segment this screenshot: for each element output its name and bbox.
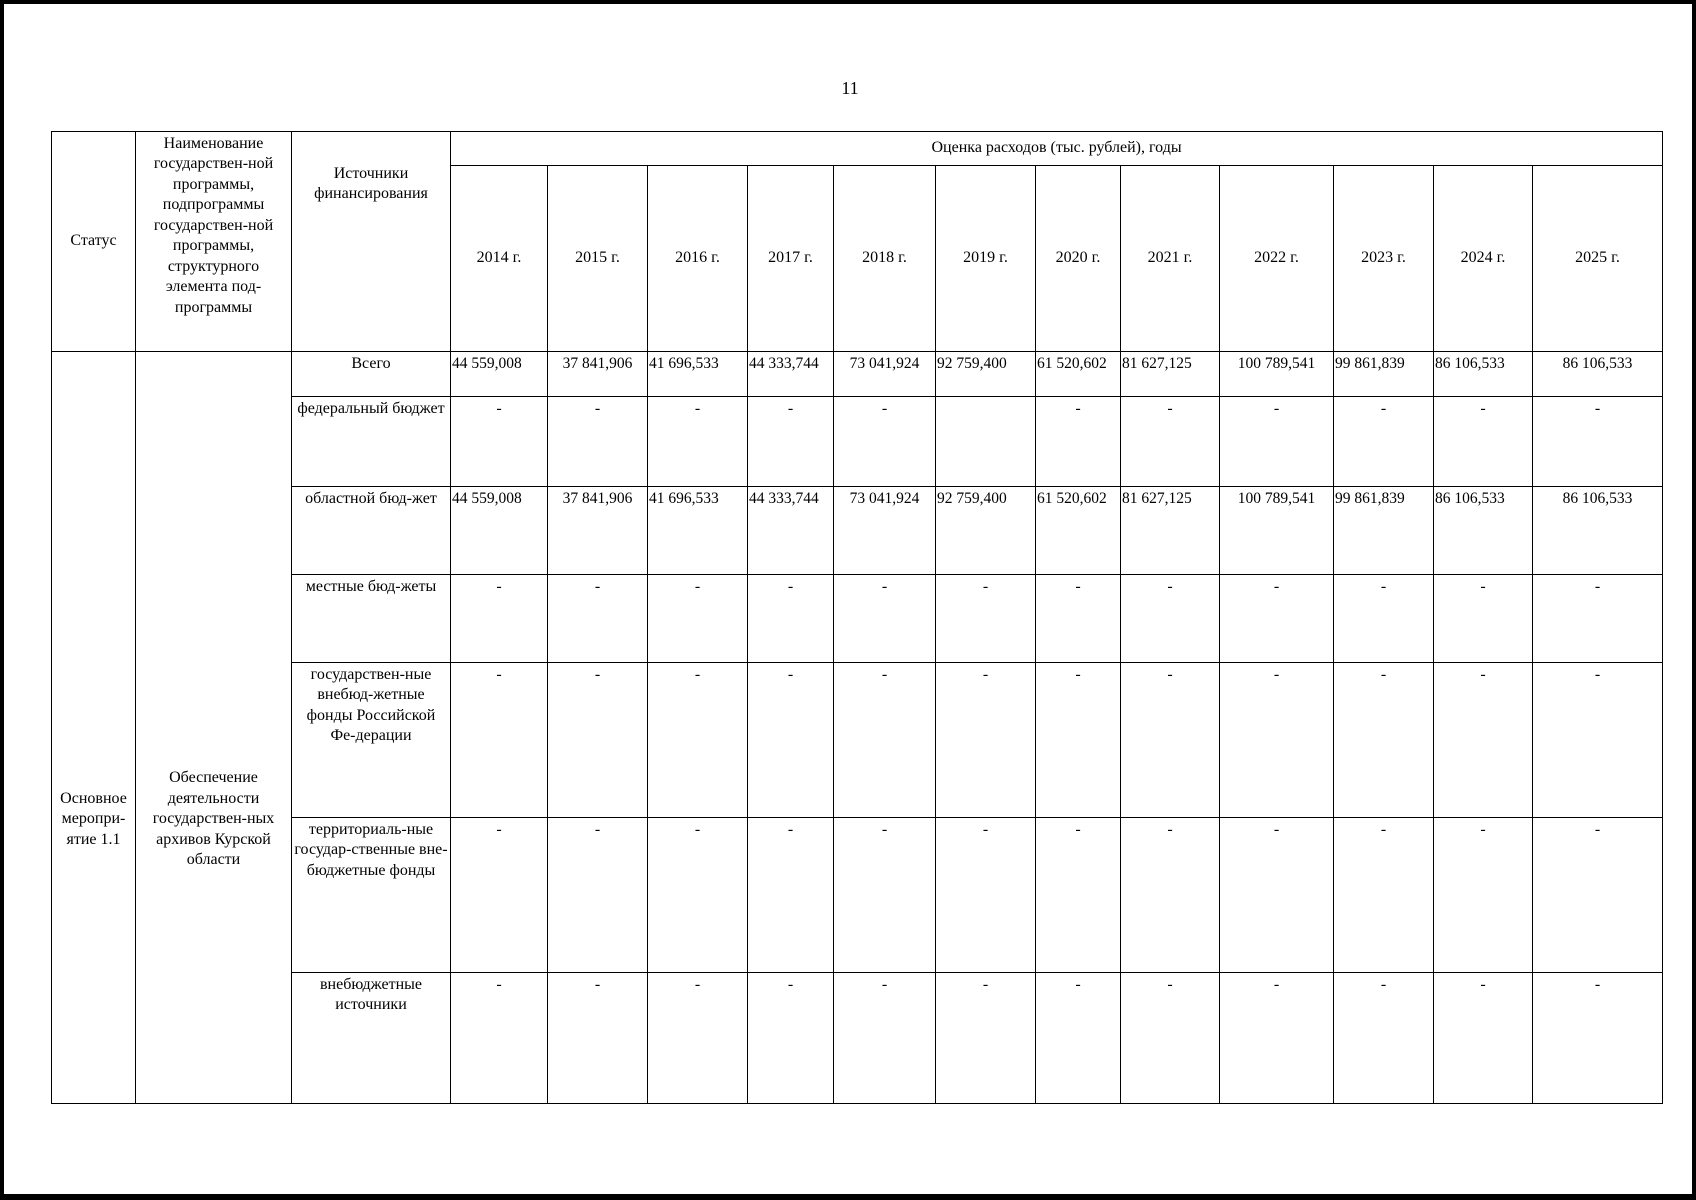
- expense-cell: 99 861,839: [1334, 487, 1434, 575]
- expense-cell-empty: -: [936, 663, 1036, 818]
- expense-cell-empty: -: [936, 973, 1036, 1104]
- expense-cell-empty: -: [1220, 397, 1334, 487]
- header-year: 2019 г.: [936, 166, 1036, 352]
- expense-cell-empty: -: [1036, 397, 1121, 487]
- expense-cell-empty: -: [1334, 818, 1434, 973]
- expense-cell-empty: -: [748, 397, 834, 487]
- expense-cell-empty: -: [1434, 973, 1533, 1104]
- header-year: 2021 г.: [1121, 166, 1220, 352]
- funding-source-label: федеральный бюджет: [292, 397, 451, 487]
- expense-cell-empty: -: [548, 818, 648, 973]
- expense-cell: 44 559,008: [451, 352, 548, 397]
- expense-cell-empty: -: [834, 575, 936, 663]
- expense-cell-empty: -: [451, 575, 548, 663]
- expense-cell-empty: -: [1220, 663, 1334, 818]
- expense-cell-empty: -: [451, 973, 548, 1104]
- table-row: [52, 818, 1663, 973]
- expense-cell: 61 520,602: [1036, 487, 1121, 575]
- expense-cell: 92 759,400: [936, 352, 1036, 397]
- expense-cell-empty: -: [451, 818, 548, 973]
- expense-cell-empty: -: [1036, 973, 1121, 1104]
- funding-source-label: внебюджетные источники: [292, 973, 451, 1104]
- expense-cell-empty: -: [548, 973, 648, 1104]
- expense-cell: 100 789,541: [1220, 487, 1334, 575]
- expense-cell-empty: -: [1121, 575, 1220, 663]
- page-number: 11: [841, 78, 859, 98]
- table-row: [52, 663, 1663, 818]
- header-year: 2018 г.: [834, 166, 936, 352]
- expense-cell-empty: -: [936, 575, 1036, 663]
- expense-cell: 44 333,744: [748, 487, 834, 575]
- expense-cell: 41 696,533: [648, 352, 748, 397]
- expense-cell: 100 789,541: [1220, 352, 1334, 397]
- expense-cell: 44 559,008: [451, 487, 548, 575]
- expense-cell-empty: -: [648, 973, 748, 1104]
- expense-cell-empty: -: [834, 818, 936, 973]
- header-year: 2016 г.: [648, 166, 748, 352]
- header-year: 2023 г.: [1334, 166, 1434, 352]
- expense-cell-empty: -: [1434, 663, 1533, 818]
- expense-cell-empty: -: [1220, 973, 1334, 1104]
- expense-cell-empty: -: [1434, 575, 1533, 663]
- expense-cell-empty: -: [1121, 973, 1220, 1104]
- table-row: [52, 487, 1663, 575]
- expense-cell-empty: [936, 397, 1036, 487]
- expense-cell-empty: -: [1533, 663, 1663, 818]
- expense-cell: 86 106,533: [1434, 487, 1533, 575]
- header-year: 2017 г.: [748, 166, 834, 352]
- expense-cell-empty: -: [1334, 575, 1434, 663]
- scan-border-left: [0, 0, 4, 1200]
- header-status: Статус: [52, 132, 136, 352]
- expense-cell-empty: -: [936, 818, 1036, 973]
- table-row: [52, 397, 1663, 487]
- expense-cell: 81 627,125: [1121, 487, 1220, 575]
- expense-cell-empty: -: [1036, 575, 1121, 663]
- budget-table: [51, 131, 1663, 1104]
- funding-source-label: государствен-ные внебюд-жетные фонды Российской Фе-дерации: [292, 663, 451, 818]
- header-sources: Источники финансирования: [292, 132, 451, 352]
- expense-cell-empty: -: [548, 397, 648, 487]
- expense-cell-empty: -: [834, 397, 936, 487]
- row-name: Обеспечение деятельности государствен-ных архивов Курской области: [136, 352, 292, 1104]
- header-year: 2025 г.: [1533, 166, 1663, 352]
- expense-cell: 86 106,533: [1533, 352, 1663, 397]
- expense-cell-empty: -: [748, 663, 834, 818]
- expense-cell-empty: -: [648, 397, 748, 487]
- expense-cell-empty: -: [1121, 397, 1220, 487]
- header-year: 2014 г.: [451, 166, 548, 352]
- expense-cell-empty: -: [1334, 397, 1434, 487]
- header-year: 2024 г.: [1434, 166, 1533, 352]
- table-row: [52, 575, 1663, 663]
- scan-border-right: [1692, 0, 1696, 1200]
- expense-cell: 37 841,906: [548, 487, 648, 575]
- expense-cell: 41 696,533: [648, 487, 748, 575]
- expense-cell-empty: -: [1434, 818, 1533, 973]
- header-year: 2015 г.: [548, 166, 648, 352]
- expense-cell: 37 841,906: [548, 352, 648, 397]
- expense-cell: 86 106,533: [1533, 487, 1663, 575]
- expense-cell-empty: -: [548, 575, 648, 663]
- expense-cell-empty: -: [648, 663, 748, 818]
- scan-border-top: [0, 0, 1696, 4]
- header-name: Наименование государствен-ной программы, подпрограммы государствен-ной программы, структурного элемента под-программы: [136, 132, 292, 352]
- header-expenses: Оценка расходов (тыс. рублей), годы: [451, 132, 1663, 166]
- expense-cell-empty: -: [1533, 397, 1663, 487]
- expense-cell-empty: -: [548, 663, 648, 818]
- expense-cell-empty: -: [748, 973, 834, 1104]
- expense-cell-empty: -: [1334, 973, 1434, 1104]
- row-status: Основное меропри-ятие 1.1: [52, 352, 136, 1104]
- expense-cell-empty: -: [1220, 575, 1334, 663]
- expense-cell-empty: -: [1434, 397, 1533, 487]
- expense-cell-empty: -: [1533, 973, 1663, 1104]
- expense-cell: 73 041,924: [834, 352, 936, 397]
- funding-source-label: Всего: [292, 352, 451, 397]
- expense-cell: 44 333,744: [748, 352, 834, 397]
- expense-cell-empty: -: [748, 818, 834, 973]
- expense-cell-empty: -: [748, 575, 834, 663]
- expense-cell: 92 759,400: [936, 487, 1036, 575]
- expense-cell-empty: -: [834, 663, 936, 818]
- expense-cell-empty: -: [1334, 663, 1434, 818]
- funding-source-label: местные бюд-жеты: [292, 575, 451, 663]
- expense-cell-empty: -: [1036, 818, 1121, 973]
- expense-cell: 73 041,924: [834, 487, 936, 575]
- expense-cell: 99 861,839: [1334, 352, 1434, 397]
- expense-cell-empty: -: [1121, 663, 1220, 818]
- expense-cell-empty: -: [451, 663, 548, 818]
- header-row-1: [52, 132, 1663, 166]
- expense-cell-empty: -: [1121, 818, 1220, 973]
- expense-cell-empty: -: [1036, 663, 1121, 818]
- funding-source-label: областной бюд-жет: [292, 487, 451, 575]
- expense-cell: 81 627,125: [1121, 352, 1220, 397]
- expense-cell-empty: -: [1220, 818, 1334, 973]
- scan-border-bottom: [0, 1194, 1696, 1200]
- table-row: [52, 352, 1663, 397]
- header-year: 2020 г.: [1036, 166, 1121, 352]
- expense-cell-empty: -: [1533, 818, 1663, 973]
- funding-source-label: территориаль-ные государ-ственные вне-бюджетные фонды: [292, 818, 451, 973]
- expense-cell: 61 520,602: [1036, 352, 1121, 397]
- expense-cell-empty: -: [451, 397, 548, 487]
- expense-cell-empty: -: [834, 973, 936, 1104]
- expense-cell: 86 106,533: [1434, 352, 1533, 397]
- header-year: 2022 г.: [1220, 166, 1334, 352]
- expense-cell-empty: -: [648, 818, 748, 973]
- expense-cell-empty: -: [648, 575, 748, 663]
- expense-cell-empty: -: [1533, 575, 1663, 663]
- table-row: [52, 973, 1663, 1104]
